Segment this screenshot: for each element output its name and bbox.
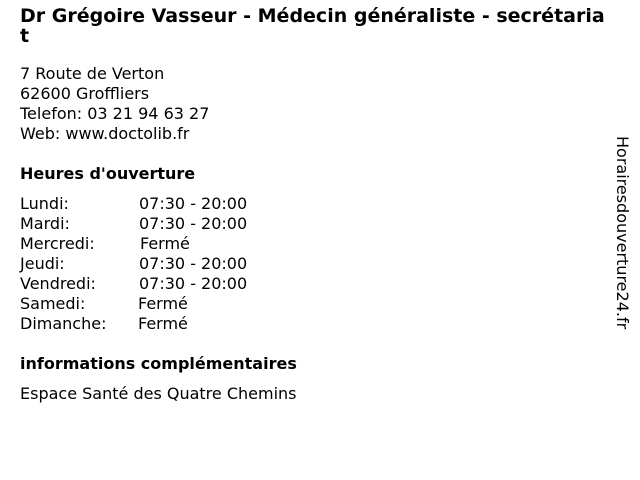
day-hours: 07:30 - 20:00 — [139, 194, 248, 213]
day-label: Mardi: — [20, 214, 70, 233]
additional-info-text: Espace Santé des Quatre Chemins — [20, 384, 297, 403]
day-label: Vendredi: — [20, 274, 96, 293]
hours-row-friday — [20, 274, 320, 294]
hours-row-saturday — [20, 294, 320, 314]
day-hours: Fermé — [140, 234, 190, 253]
day-label: Samedi: — [20, 294, 86, 313]
day-label: Jeudi: — [20, 254, 65, 273]
day-hours: Fermé — [138, 314, 188, 333]
day-hours: 07:30 - 20:00 — [139, 274, 248, 293]
day-label: Dimanche: — [20, 314, 107, 333]
website: Web: www.doctolib.fr — [20, 124, 190, 143]
additional-info-heading: informations complémentaires — [20, 354, 297, 373]
phone-number: Telefon: 03 21 94 63 27 — [20, 104, 210, 123]
hours-row-tuesday — [20, 214, 320, 234]
hours-row-wednesday — [20, 234, 320, 254]
day-hours: Fermé — [138, 294, 188, 313]
address-street: 7 Route de Verton — [20, 64, 165, 83]
day-label: Mercredi: — [20, 234, 95, 253]
hours-row-monday — [20, 194, 320, 214]
day-hours: 07:30 - 20:00 — [139, 214, 248, 233]
day-label: Lundi: — [20, 194, 69, 213]
opening-hours-heading: Heures d'ouverture — [20, 164, 196, 183]
address-city: 62600 Groffliers — [20, 84, 150, 103]
day-hours: 07:30 - 20:00 — [139, 254, 248, 273]
site-watermark: Horairesdouverture24.fr — [613, 136, 632, 330]
hours-row-thursday — [20, 254, 320, 274]
business-title: Dr Grégoire Vasseur - Médecin généraliste - secrétariat — [20, 5, 605, 47]
hours-row-sunday — [20, 314, 320, 334]
